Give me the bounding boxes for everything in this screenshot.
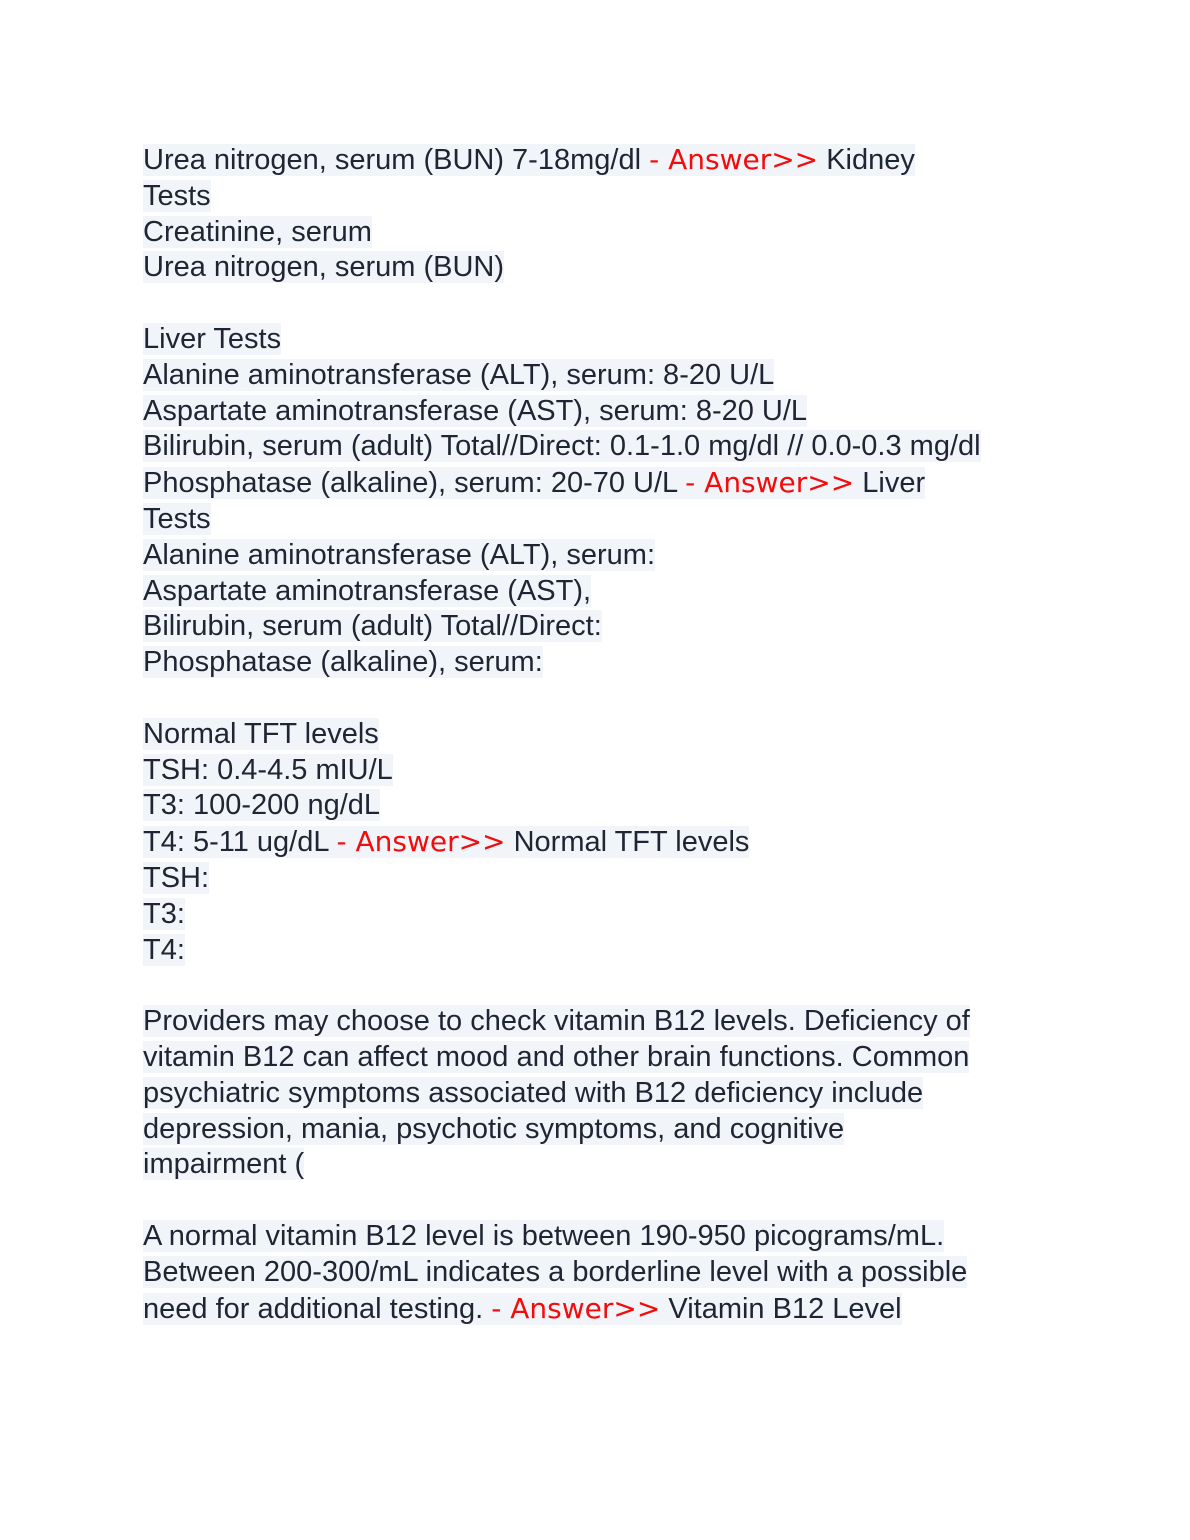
flashcard-line (143, 144, 915, 176)
text-line: psychiatric symptoms associated with B12 deficiency include (143, 1076, 924, 1109)
flashcard-kidney-tests (143, 142, 1063, 286)
flashcard-b12-level (143, 1219, 1063, 1327)
question-text: need for additional testing. (143, 1292, 484, 1325)
text-line: Urea nitrogen, serum (BUN) (143, 251, 504, 284)
paragraph-gap (143, 1183, 1063, 1219)
flashcard-line (143, 1293, 902, 1325)
text-line: TSH: (143, 861, 210, 894)
question-text: Urea nitrogen, serum (BUN) 7-18mg/dl (143, 144, 642, 176)
paragraph-b12-symptoms (143, 1004, 1063, 1183)
text-line: Aspartate aminotransferase (AST), serum: 8-20 U/L (143, 394, 808, 427)
text-line: depression, mania, psychotic symptoms, and cognitive (143, 1112, 845, 1145)
text-line: Tests (143, 502, 211, 535)
text-line: Creatinine, serum (143, 215, 372, 248)
text-line: Normal TFT levels (143, 717, 379, 750)
text-line: TSH: 0.4-4.5 mIU/L (143, 753, 393, 786)
text-line: Bilirubin, serum (adult) Total//Direct: (143, 610, 602, 643)
text-line: Alanine aminotransferase (ALT), serum: 8-20 U/L (143, 358, 775, 391)
text-line: Tests (143, 179, 211, 212)
answer-text: Normal TFT levels (513, 826, 750, 859)
flashcard-line (143, 826, 749, 858)
answer-marker: - Answer>> (336, 825, 506, 859)
text-line: vitamin B12 can affect mood and other brain functions. Common (143, 1040, 970, 1073)
text-line: T4: (143, 933, 185, 966)
question-text: T4: 5-11 ug/dL (143, 826, 329, 859)
answer-marker: - Answer>> (491, 1291, 661, 1325)
text-line: Liver Tests (143, 322, 282, 355)
text-line: Between 200-300/mL indicates a borderline level with a possible (143, 1255, 968, 1288)
answer-text: Kidney (826, 144, 915, 176)
text-line: Phosphatase (alkaline), serum: (143, 646, 543, 679)
document-page (143, 142, 1063, 1327)
text-line: Bilirubin, serum (adult) Total//Direct: 0.1-1.0 mg/dl // 0.0-0.3 mg/dl (143, 430, 981, 463)
text-line: Providers may choose to check vitamin B12 levels. Deficiency of (143, 1005, 970, 1038)
answer-marker: - Answer>> (685, 466, 855, 500)
answer-text: Liver (862, 467, 926, 500)
text-line: T3: (143, 897, 185, 930)
flashcard-tft-levels (143, 717, 1063, 969)
text-line: Alanine aminotransferase (ALT), serum: (143, 538, 656, 571)
paragraph-gap (143, 286, 1063, 322)
answer-marker: - Answer>> (649, 143, 819, 176)
text-line: T3: 100-200 ng/dL (143, 789, 381, 822)
paragraph-gap (143, 968, 1063, 1004)
paragraph-gap (143, 681, 1063, 717)
text-line: impairment ( (143, 1148, 305, 1181)
flashcard-line (143, 467, 925, 499)
flashcard-liver-tests (143, 322, 1063, 681)
text-line: Aspartate aminotransferase (AST), (143, 574, 592, 607)
text-line: A normal vitamin B12 level is between 190-950 picograms/mL. (143, 1219, 945, 1252)
question-text: Phosphatase (alkaline), serum: 20-70 U/L (143, 467, 678, 500)
answer-text: Vitamin B12 Level (668, 1292, 902, 1325)
